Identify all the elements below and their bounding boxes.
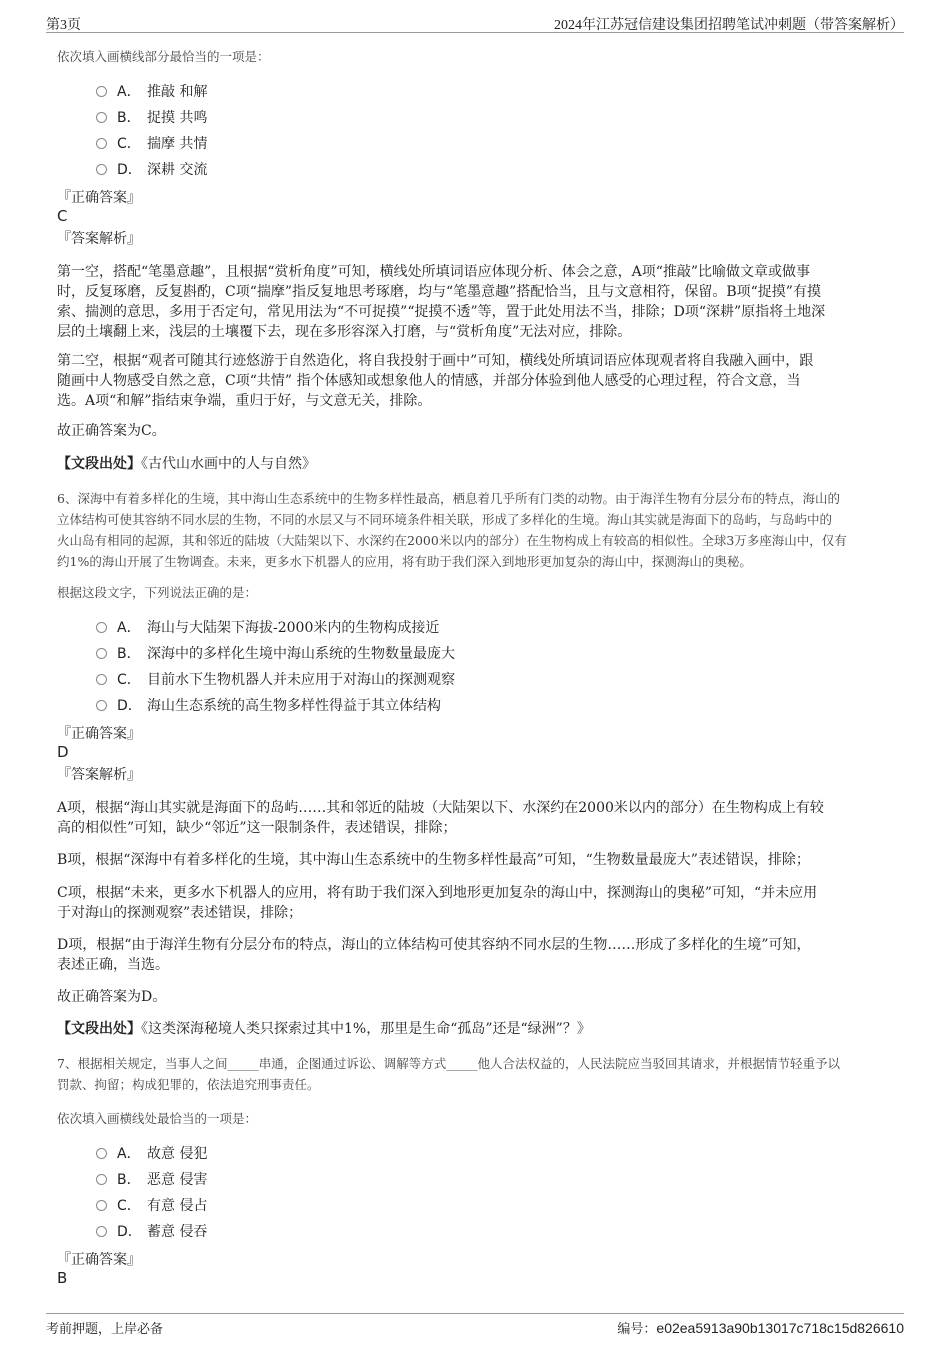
text-line: 第二空，根据“观者可随其行迹悠游于自然造化，将自我投射于画中”可知，横线处所填词语应体现观者将自我融入画中，跟 [57, 353, 814, 369]
option-key: A． [117, 620, 141, 636]
option-text: 恶意 侵害 [147, 1172, 208, 1188]
option-text: 蓄意 侵吞 [147, 1224, 208, 1240]
option-key: C． [117, 672, 141, 688]
analysis-paragraph [57, 798, 824, 838]
radio-icon[interactable] [96, 1174, 107, 1185]
q7-option-b[interactable] [96, 1169, 207, 1191]
source-label: 【文段出处】 [57, 456, 141, 472]
q6-option-d[interactable] [96, 695, 441, 717]
option-text: 揣摩 共情 [147, 136, 208, 152]
text-line: 时，反复琢磨，反复斟酌，C项“揣摩”指反复地思考琢磨，均与“笔墨意趣”搭配恰当，且与文意相符，保留。B项“捉摸”有摸 [57, 284, 821, 300]
q7-option-d[interactable] [96, 1221, 207, 1243]
answer-value: B [57, 1269, 68, 1287]
text-line: C项，根据“未来，更多水下机器人的应用，将有助于我们深入到地形更加复杂的海山中，探测海山的奥秘”可知，“并未应用 [57, 885, 818, 901]
radio-icon[interactable] [96, 86, 107, 97]
option-text: 目前水下生物机器人并未应用于对海山的探测观察 [147, 672, 455, 688]
q5-option-b[interactable] [96, 107, 207, 129]
text-line: 罚款、拘留；构成犯罪的，依法追究刑事责任。 [57, 1077, 320, 1092]
option-key: B． [117, 646, 141, 662]
option-text: 有意 侵占 [147, 1198, 208, 1214]
answer-label: 『正确答案』 [57, 726, 141, 742]
q6-stem [57, 488, 847, 572]
q6-option-a[interactable] [96, 617, 439, 639]
source-citation [57, 454, 316, 474]
option-key: D． [117, 162, 142, 178]
q7-prompt: 依次填入画横线处最恰当的一项是： [57, 1111, 258, 1126]
option-key: D． [117, 698, 142, 714]
code-label: 编号： [617, 1322, 657, 1337]
source-label: 【文段出处】 [57, 1021, 141, 1037]
analysis-conclusion: 故正确答案为D。 [57, 989, 167, 1005]
text-line: 6、深海中有着多样化的生境，其中海山生态系统中的生物多样性最高，栖息着几乎所有门类的动物。由于海洋生物有分层分布的特点，海山的 [57, 491, 840, 506]
q6-prompt: 根据这段文字，下列说法正确的是： [57, 585, 258, 600]
answer-value: C [57, 207, 68, 225]
analysis-paragraph [57, 883, 817, 923]
answer-label: 『正确答案』 [57, 1252, 141, 1268]
radio-icon[interactable] [96, 1200, 107, 1211]
radio-icon[interactable] [96, 1148, 107, 1159]
answer-label: 『正确答案』 [57, 190, 141, 206]
document-code [617, 1318, 904, 1337]
option-text: 深耕 交流 [147, 162, 208, 178]
radio-icon[interactable] [96, 622, 107, 633]
q6-option-b[interactable] [96, 643, 455, 665]
radio-icon[interactable] [96, 138, 107, 149]
text-line: 表述正确，当选。 [57, 957, 169, 973]
option-key: B． [117, 110, 141, 126]
radio-icon[interactable] [96, 164, 107, 175]
analysis-paragraph: B项，根据“深海中有着多样化的生境，其中海山生态系统中的生物多样性最高”可知，“生物数量最庞大”表述错误，排除； [57, 852, 810, 868]
text-line: A项，根据“海山其实就是海面下的岛屿……其和邻近的陆坡（大陆架以下、水深约在2000米以内的部分）在生物构成上有较 [57, 800, 824, 816]
footer-slogan: 考前押题，上岸必备 [46, 1322, 164, 1337]
option-text: 捉摸 共鸣 [147, 110, 208, 126]
analysis-paragraph [57, 935, 811, 975]
text-line: 选。A项“和解”指结束争端，重归于好，与文意无关，排除。 [57, 393, 432, 409]
radio-icon[interactable] [96, 112, 107, 123]
q7-option-a[interactable] [96, 1143, 207, 1165]
text-line: 随画中人物感受自然之意，C项“共情” 指个体感知或想象他人的情感，并部分体验到他人感受的心理过程，符合文意，当 [57, 373, 801, 389]
option-text: 海山生态系统的高生物多样性得益于其立体结构 [147, 698, 441, 714]
q6-option-c[interactable] [96, 669, 455, 691]
page-number: 第3页 [46, 18, 81, 33]
option-text: 推敲 和解 [147, 84, 208, 100]
radio-icon[interactable] [96, 674, 107, 685]
text-line: 高的相似性”可知，缺少“邻近”这一限制条件，表述错误，排除； [57, 820, 457, 836]
analysis-paragraph [57, 351, 813, 411]
code-value: e02ea5913a90b13017c718c15d826610 [656, 1320, 904, 1336]
text-line: 7、根据相关规定，当事人之间_____串通，企图通过诉讼、调解等方式_____他人合法权益的，人民法院应当驳回其请求，并根据情节轻重予以 [57, 1056, 840, 1071]
text-line: D项，根据“由于海洋生物有分层分布的特点，海山的立体结构可使其容纳不同水层的生物……形成了多样化的生境”可知， [57, 937, 811, 953]
source-title: 《这类深海秘境人类只探索过其中1%，那里是生命“孤岛”还是“绿洲”？》 [141, 1021, 591, 1037]
q7-option-c[interactable] [96, 1195, 207, 1217]
text-line: 于对海山的探测观察”表述错误，排除； [57, 905, 303, 921]
option-key: A． [117, 1146, 141, 1162]
option-key: D． [117, 1224, 142, 1240]
q5-option-a[interactable] [96, 81, 207, 103]
radio-icon[interactable] [96, 700, 107, 711]
source-citation [57, 1019, 591, 1039]
q5-option-c[interactable] [96, 133, 207, 155]
page-header [46, 10, 904, 33]
answer-value: D [57, 743, 69, 761]
document-title: 2024年江苏冠信建设集团招聘笔试冲刺题（带答案解析） [554, 18, 904, 33]
analysis-label: 『答案解析』 [57, 231, 141, 247]
option-key: C． [117, 136, 141, 152]
option-text: 海山与大陆架下海拔-2000米内的生物构成接近 [147, 620, 440, 636]
option-key: A． [117, 84, 141, 100]
option-text: 深海中的多样化生境中海山系统的生物数量最庞大 [147, 646, 455, 662]
text-line: 立体结构可使其容纳不同水层的生物，不同的水层又与不同环境条件相关联，形成了多样化的生境。海山其实就是海面下的岛屿，与岛屿中的 [57, 512, 833, 527]
q7-stem [57, 1053, 840, 1095]
text-line: 层的土壤翻上来，浅层的土壤覆下去，现在多形容深入打磨，与“赏析角度”无法对应，排除。 [57, 324, 632, 340]
radio-icon[interactable] [96, 1226, 107, 1237]
option-text: 故意 侵犯 [147, 1146, 208, 1162]
source-title: 《古代山水画中的人与自然》 [141, 456, 316, 472]
analysis-paragraph [57, 262, 825, 342]
q5-option-d[interactable] [96, 159, 207, 181]
text-line: 火山岛有相同的起源，其和邻近的陆坡（大陆架以下、水深约在2000米以内的部分）在生物构成上有较高的相似性。全球3万多座海山中，仅有 [57, 533, 847, 548]
analysis-conclusion: 故正确答案为C。 [57, 423, 166, 439]
text-line: 约1%的海山开展了生物调查。未来，更多水下机器人的应用，将有助于我们深入到地形更加复杂的海山中，探测海山的奥秘。 [57, 554, 752, 569]
page-footer [46, 1313, 904, 1340]
radio-icon[interactable] [96, 648, 107, 659]
text-line: 第一空，搭配“笔墨意趣”，且根据“赏析角度”可知，横线处所填词语应体现分析、体会之意，A项“推敲”比喻做文章或做事 [57, 264, 811, 280]
text-line: 索、揣测的意思，多用于否定句，常见用法为“不可捉摸”“捉摸不透”等，置于此处用法不当，排除；D项“深耕”原指将土地深 [57, 304, 826, 320]
analysis-label: 『答案解析』 [57, 767, 141, 783]
q5-prompt: 依次填入画横线部分最恰当的一项是： [57, 49, 270, 64]
option-key: C． [117, 1198, 141, 1214]
option-key: B． [117, 1172, 141, 1188]
